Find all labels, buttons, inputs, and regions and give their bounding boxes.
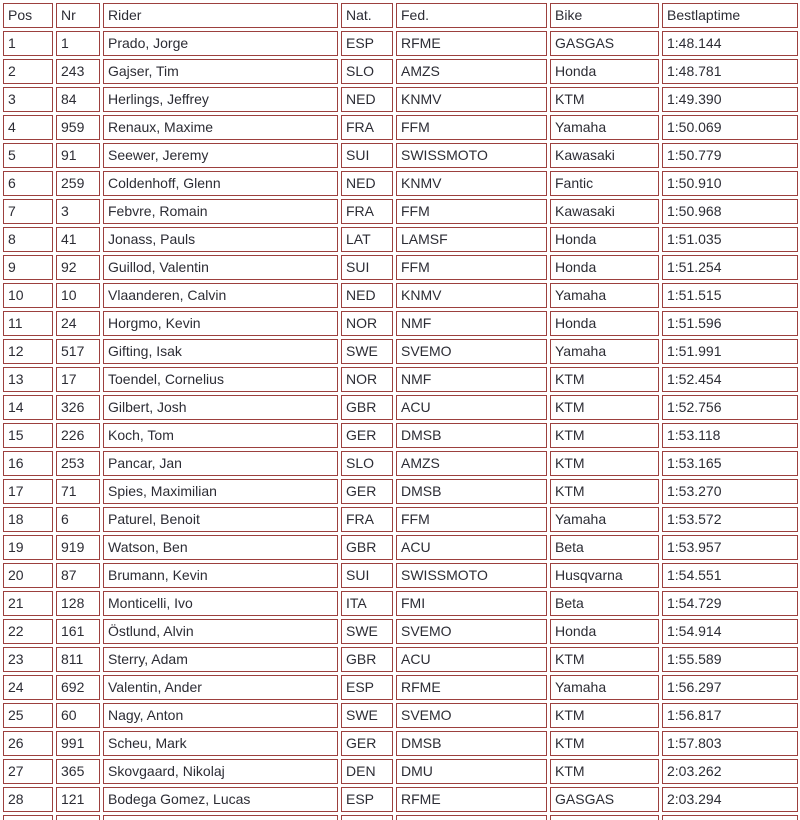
table-row [3,535,798,560]
cell-nr: 71 [56,479,100,504]
cell-pos: 18 [3,507,53,532]
cell-rider: Spies, Maximilian [103,479,338,504]
header-row [3,3,798,28]
cell-nat: GBR [341,535,393,560]
cell-fed: KNMV [396,283,547,308]
cell-nr: 811 [56,647,100,672]
cell-bestlaptime: 1:50.910 [662,171,798,196]
cell-pos: 13 [3,367,53,392]
cell-nat: GBR [341,647,393,672]
cell-rider: Pancar, Jan [103,451,338,476]
table-row [3,283,798,308]
cell-fed: DMSB [396,731,547,756]
cell-pos: 17 [3,479,53,504]
cell-nat: LAT [341,227,393,252]
cell-nat: NED [341,283,393,308]
cell-nr: 517 [56,339,100,364]
cell-nat: SWE [341,703,393,728]
cell-nat: NOR [341,367,393,392]
cell-fed: NMF [396,367,547,392]
table-row [3,563,798,588]
cell-bike: KTM [550,367,659,392]
cell-rider: Jonass, Pauls [103,227,338,252]
cell-pos: 7 [3,199,53,224]
cell-rider: Brumann, Kevin [103,563,338,588]
cell-bestlaptime: 1:52.454 [662,367,798,392]
cell-nat: ESP [341,787,393,812]
cell-bike: Fantic [550,171,659,196]
cell-bestlaptime: 1:53.165 [662,451,798,476]
cell-nat-empty [341,815,393,820]
cell-pos: 14 [3,395,53,420]
cell-bestlaptime: 1:51.515 [662,283,798,308]
cell-nr: 226 [56,423,100,448]
cell-rider: Sterry, Adam [103,647,338,672]
cell-nr: 365 [56,759,100,784]
cell-fed: DMSB [396,423,547,448]
cell-rider: Gifting, Isak [103,339,338,364]
cell-fed: SVEMO [396,339,547,364]
table-row [3,367,798,392]
cell-bestlaptime: 1:53.270 [662,479,798,504]
table-row [3,311,798,336]
cell-nr: 959 [56,115,100,140]
cell-nat: SLO [341,59,393,84]
table-row [3,619,798,644]
cell-rider: Gajser, Tim [103,59,338,84]
table-row [3,143,798,168]
cell-nat: SWE [341,339,393,364]
cell-bestlaptime: 1:49.390 [662,87,798,112]
cell-bestlaptime-empty [662,815,798,820]
cell-fed: FFM [396,199,547,224]
cell-rider: Febvre, Romain [103,199,338,224]
cell-bestlaptime: 1:53.957 [662,535,798,560]
cell-rider: Nagy, Anton [103,703,338,728]
cell-pos: 21 [3,591,53,616]
cell-rider: Seewer, Jeremy [103,143,338,168]
cell-nat: SUI [341,563,393,588]
cell-pos: 11 [3,311,53,336]
cell-bike: Kawasaki [550,143,659,168]
cell-nr: 84 [56,87,100,112]
cell-pos: 27 [3,759,53,784]
cell-bike: KTM [550,759,659,784]
cell-nr: 128 [56,591,100,616]
cell-rider: Monticelli, Ivo [103,591,338,616]
cell-rider: Koch, Tom [103,423,338,448]
table-row [3,339,798,364]
cell-rider: Coldenhoff, Glenn [103,171,338,196]
table-row [3,255,798,280]
cell-pos: 22 [3,619,53,644]
cell-fed-empty [396,815,547,820]
cell-nat: FRA [341,115,393,140]
table-row [3,591,798,616]
cell-bestlaptime: 1:55.589 [662,647,798,672]
table-row [3,171,798,196]
cell-nr: 6 [56,507,100,532]
cell-pos: 24 [3,675,53,700]
cell-nr-empty [56,815,100,820]
cell-pos: 8 [3,227,53,252]
cell-nr: 991 [56,731,100,756]
cell-rider: Prado, Jorge [103,31,338,56]
cell-fed: AMZS [396,451,547,476]
cell-bestlaptime: 1:51.035 [662,227,798,252]
column-header-rider: Rider [103,3,338,28]
cell-nat: SLO [341,451,393,476]
cell-nat: SUI [341,255,393,280]
cell-nr: 92 [56,255,100,280]
cell-bestlaptime: 1:51.254 [662,255,798,280]
cell-rider: Paturel, Benoit [103,507,338,532]
cell-bike: KTM [550,703,659,728]
cell-nr: 3 [56,199,100,224]
cell-nr: 24 [56,311,100,336]
cell-rider: Östlund, Alvin [103,619,338,644]
cell-nr: 87 [56,563,100,588]
cell-nat: ESP [341,675,393,700]
cell-nat: NED [341,87,393,112]
cell-pos: 20 [3,563,53,588]
cell-pos: 19 [3,535,53,560]
column-header-pos: Pos [3,3,53,28]
cell-bike: Honda [550,255,659,280]
cell-bike: Yamaha [550,283,659,308]
cell-bestlaptime: 1:54.914 [662,619,798,644]
cell-bike: KTM [550,395,659,420]
cell-nat: ESP [341,31,393,56]
cell-fed: AMZS [396,59,547,84]
cell-nat: GBR [341,395,393,420]
cell-nr: 161 [56,619,100,644]
cell-rider: Skovgaard, Nikolaj [103,759,338,784]
cell-bestlaptime: 2:03.294 [662,787,798,812]
cell-fed: FFM [396,507,547,532]
cell-bestlaptime: 1:57.803 [662,731,798,756]
cell-nr: 121 [56,787,100,812]
column-header-bike: Bike [550,3,659,28]
table-row [3,703,798,728]
cell-nr: 91 [56,143,100,168]
cell-pos: 4 [3,115,53,140]
cell-bike: Yamaha [550,507,659,532]
column-header-fed: Fed. [396,3,547,28]
column-header-bestlaptime: Bestlaptime [662,3,798,28]
cell-fed: SWISSMOTO [396,563,547,588]
cell-bike: Yamaha [550,115,659,140]
cell-nat: SWE [341,619,393,644]
cell-bike: Yamaha [550,339,659,364]
cell-bestlaptime: 1:56.297 [662,675,798,700]
cell-fed: RFME [396,31,547,56]
cell-bestlaptime: 1:54.729 [662,591,798,616]
cell-fed: RFME [396,675,547,700]
table-row [3,31,798,56]
cell-pos: 25 [3,703,53,728]
cell-nr: 326 [56,395,100,420]
cell-nat: GER [341,479,393,504]
cell-fed: KNMV [396,171,547,196]
cell-bike: KTM [550,647,659,672]
cell-nr: 259 [56,171,100,196]
cell-fed: SWISSMOTO [396,143,547,168]
column-header-nr: Nr [56,3,100,28]
cell-pos: 12 [3,339,53,364]
cell-rider: Toendel, Cornelius [103,367,338,392]
table-row [3,507,798,532]
table-row-clipped [3,815,798,820]
table-row [3,647,798,672]
cell-nat: DEN [341,759,393,784]
cell-pos: 16 [3,451,53,476]
cell-rider-empty [103,815,338,820]
cell-nr: 253 [56,451,100,476]
cell-rider: Guillod, Valentin [103,255,338,280]
cell-pos: 23 [3,647,53,672]
table-row [3,199,798,224]
cell-bike: Beta [550,591,659,616]
cell-bestlaptime: 1:48.144 [662,31,798,56]
cell-nat: SUI [341,143,393,168]
cell-rider: Horgmo, Kevin [103,311,338,336]
cell-bestlaptime: 1:51.596 [662,311,798,336]
cell-rider: Valentin, Ander [103,675,338,700]
table-row [3,787,798,812]
cell-bike: Yamaha [550,675,659,700]
cell-bike: Honda [550,59,659,84]
cell-nr: 1 [56,31,100,56]
cell-nr: 692 [56,675,100,700]
table-row [3,59,798,84]
cell-rider: Watson, Ben [103,535,338,560]
cell-nat: NED [341,171,393,196]
cell-bestlaptime: 1:48.781 [662,59,798,84]
cell-fed: ACU [396,535,547,560]
table-row [3,227,798,252]
table-row [3,731,798,756]
cell-fed: KNMV [396,87,547,112]
cell-bike: KTM [550,451,659,476]
cell-fed: ACU [396,395,547,420]
cell-rider: Scheu, Mark [103,731,338,756]
cell-bestlaptime: 1:50.968 [662,199,798,224]
cell-bike: KTM [550,479,659,504]
cell-pos: 26 [3,731,53,756]
table-row [3,115,798,140]
cell-pos: 10 [3,283,53,308]
column-header-nat: Nat. [341,3,393,28]
cell-bestlaptime: 1:50.779 [662,143,798,168]
cell-nr: 10 [56,283,100,308]
table-row [3,675,798,700]
cell-fed: NMF [396,311,547,336]
cell-pos: 3 [3,87,53,112]
cell-bike: Honda [550,311,659,336]
cell-fed: RFME [396,787,547,812]
cell-bike: KTM [550,423,659,448]
cell-nr: 243 [56,59,100,84]
cell-fed: SVEMO [396,619,547,644]
cell-nat: GER [341,423,393,448]
cell-fed: SVEMO [396,703,547,728]
cell-bestlaptime: 1:54.551 [662,563,798,588]
cell-bestlaptime: 1:56.817 [662,703,798,728]
cell-bike: Honda [550,227,659,252]
cell-rider: Bodega Gomez, Lucas [103,787,338,812]
cell-fed: ACU [396,647,547,672]
cell-bike: Kawasaki [550,199,659,224]
cell-fed: FFM [396,255,547,280]
cell-nat: ITA [341,591,393,616]
cell-pos: 5 [3,143,53,168]
table-row [3,451,798,476]
cell-pos: 15 [3,423,53,448]
cell-nat: FRA [341,507,393,532]
table-row [3,87,798,112]
cell-bestlaptime: 1:51.991 [662,339,798,364]
cell-nat: FRA [341,199,393,224]
cell-fed: LAMSF [396,227,547,252]
cell-bike: GASGAS [550,31,659,56]
cell-fed: DMU [396,759,547,784]
cell-pos: 9 [3,255,53,280]
cell-rider: Gilbert, Josh [103,395,338,420]
cell-bestlaptime: 1:53.572 [662,507,798,532]
table-row [3,759,798,784]
table-row [3,423,798,448]
cell-bestlaptime: 1:52.756 [662,395,798,420]
cell-nat: GER [341,731,393,756]
cell-fed: DMSB [396,479,547,504]
cell-pos: 2 [3,59,53,84]
cell-bike: Honda [550,619,659,644]
cell-rider: Vlaanderen, Calvin [103,283,338,308]
cell-pos: 1 [3,31,53,56]
cell-nr: 919 [56,535,100,560]
cell-fed: FFM [396,115,547,140]
cell-bike: GASGAS [550,787,659,812]
cell-pos: 28 [3,787,53,812]
cell-bike: Beta [550,535,659,560]
cell-nr: 60 [56,703,100,728]
cell-bike: KTM [550,731,659,756]
cell-pos: 6 [3,171,53,196]
cell-bike: Husqvarna [550,563,659,588]
table-row [3,395,798,420]
cell-rider: Renaux, Maxime [103,115,338,140]
cell-bike: KTM [550,87,659,112]
cell-bestlaptime: 1:53.118 [662,423,798,448]
cell-nat: NOR [341,311,393,336]
cell-pos-empty [3,815,53,820]
cell-fed: FMI [396,591,547,616]
cell-bestlaptime: 1:50.069 [662,115,798,140]
results-body [3,31,798,820]
cell-nr: 17 [56,367,100,392]
cell-rider: Herlings, Jeffrey [103,87,338,112]
cell-bestlaptime: 2:03.262 [662,759,798,784]
cell-nr: 41 [56,227,100,252]
table-row [3,479,798,504]
cell-bike-empty [550,815,659,820]
